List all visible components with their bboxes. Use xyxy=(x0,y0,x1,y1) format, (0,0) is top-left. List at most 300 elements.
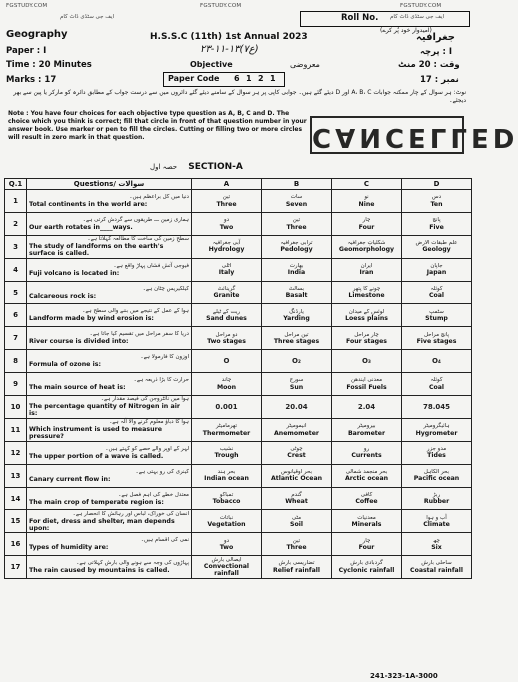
option-a-urdu: 0.001 xyxy=(215,402,238,411)
option-d xyxy=(402,418,472,441)
option-b xyxy=(262,556,332,579)
question-english: The main source of heat is: xyxy=(29,384,126,392)
option-a-urdu: نباتات xyxy=(219,514,234,521)
option-b-english: Anemometer xyxy=(274,429,319,437)
watermark-top-left: FGSTUDY.COM xyxy=(6,3,48,9)
option-b-english: Seven xyxy=(285,200,308,208)
option-d xyxy=(402,441,472,464)
option-b xyxy=(262,190,332,213)
footer-code: 241-323-1A-3000 xyxy=(370,672,438,680)
paper-label: Paper : I xyxy=(6,46,47,56)
option-b-urdu: O₂ xyxy=(291,356,302,365)
option-c-english: Geomorphology xyxy=(338,246,395,254)
question-cell xyxy=(27,190,192,213)
option-d xyxy=(402,190,472,213)
question-row xyxy=(5,190,472,213)
header-qno: Q.1 xyxy=(5,179,27,190)
question-number: 17 xyxy=(5,556,27,579)
option-a-urdu: بحر ہند xyxy=(217,468,236,475)
option-a-urdu: ایصالی بارش xyxy=(211,556,242,563)
option-c-urdu: چار مراحل xyxy=(354,331,379,338)
option-b-urdu: تین xyxy=(292,537,301,544)
question-english: Formula of ozone is: xyxy=(29,361,102,369)
option-c xyxy=(332,235,402,258)
question-cell xyxy=(27,396,192,419)
option-c-urdu: معدنیات xyxy=(357,514,376,521)
question-cell xyxy=(27,418,192,441)
option-a-english: Two stages xyxy=(207,338,246,346)
question-urdu: کیلکیریس چٹان ہے۔ xyxy=(142,285,189,292)
option-c-urdu: چونے کا پتھر xyxy=(352,285,381,292)
option-c-urdu: شکلیاتِ جغرافیہ xyxy=(347,239,386,246)
question-number: 9 xyxy=(5,373,27,396)
option-b xyxy=(262,396,332,419)
option-a xyxy=(192,212,262,235)
option-a-english: Sand dunes xyxy=(206,315,247,323)
question-number: 8 xyxy=(5,350,27,373)
option-c xyxy=(332,396,402,419)
option-a-urdu: گرینائٹ xyxy=(217,285,236,292)
question-urdu: نمی کی اقسام ہیں۔ xyxy=(140,537,189,544)
option-c-urdu: کافی xyxy=(360,491,373,498)
option-c xyxy=(332,441,402,464)
option-a-urdu: ریت کے ٹیلے xyxy=(212,308,241,315)
option-d-urdu: چھ xyxy=(433,537,440,544)
option-c-urdu: بیرومیٹر xyxy=(357,423,376,430)
question-english: The percentage quantity of Nitrogen in air is: xyxy=(29,403,180,418)
option-b-urdu: بسالٹ xyxy=(288,285,305,292)
marks-urdu: نمبر : 17 xyxy=(420,75,459,85)
option-c xyxy=(332,418,402,441)
question-english: Calcareous rock is: xyxy=(29,292,97,300)
option-c xyxy=(332,327,402,350)
option-c-english: Coffee xyxy=(355,498,378,506)
option-c-urdu: O₃ xyxy=(361,356,372,365)
watermark-urdu-2: ایف جی سٹڈی ڈاٹ کام xyxy=(390,14,445,20)
option-c-english: Currents xyxy=(351,452,382,460)
option-b-urdu: بحر اوقیانوس xyxy=(280,468,313,475)
question-cell xyxy=(27,258,192,281)
question-number: 14 xyxy=(5,487,27,510)
header-questions: Questions/ سوالات xyxy=(27,179,192,190)
option-b-english: Relief rainfall xyxy=(272,566,321,574)
paper-code-digit: 1 xyxy=(246,74,252,83)
option-d-urdu: آب و ہوا xyxy=(426,514,447,521)
option-c xyxy=(332,281,402,304)
header-option-b: B xyxy=(262,179,332,190)
option-a-urdu: اٹلی xyxy=(221,262,232,269)
instructions-urdu: نوٹ: ہر سوال کے چار ممکنہ جوابات A، B، C اور D دیئے گئے ہیں۔ جوابی کاپی پر ہر سوال کے سامنے دیئے گئے دائروں میں سے درست جواب کے مطابق دائرہ کو مارکر یا پین سے بھر دیجئے۔ xyxy=(13,89,466,104)
option-c xyxy=(332,556,402,579)
question-english: Our earth rotates in____ways. xyxy=(29,223,133,231)
question-row xyxy=(5,235,472,258)
option-d-english: Stump xyxy=(425,315,448,323)
question-urdu: ہوا میں نائٹروجن کی فیصد مقدار ہے۔ xyxy=(100,396,189,403)
option-c-urdu: معدنی ایندھن xyxy=(350,377,383,384)
question-english: For diet, dress and shelter, man depends upon: xyxy=(29,517,175,532)
option-d xyxy=(402,350,472,373)
question-urdu: فیوجی آتش فشاں پہاڑ واقع ہے۔ xyxy=(113,262,189,269)
option-a-english: Thermometer xyxy=(202,429,251,437)
instructions-english: Note : You have four choices for each objective type question as A, B, C and D. The choice which you think is correct; fill that circle in front of that question number in your answer book. Use marker or pen to fill the circles. Cutting or filling two or more circles will result in zero mark in that question. xyxy=(8,110,307,141)
header-option-a: A xyxy=(192,179,262,190)
option-c-urdu: لوئس کے میدان xyxy=(348,308,385,315)
question-row xyxy=(5,464,472,487)
cancelled-stamp: CANCELLED xyxy=(310,116,464,154)
question-english: Canary current flow in: xyxy=(29,475,111,483)
question-english: The study of landforms on the earth's surface is called. xyxy=(29,243,164,258)
option-b xyxy=(262,350,332,373)
option-c-english: Arctic ocean xyxy=(344,475,389,483)
option-d-urdu: 78.045 xyxy=(422,402,450,411)
option-a xyxy=(192,281,262,304)
option-b xyxy=(262,441,332,464)
question-urdu: معتدل خطے کی اہم فصل ہے۔ xyxy=(118,491,189,498)
option-d-urdu: ہائیگرومیٹر xyxy=(423,423,450,430)
option-b xyxy=(262,258,332,281)
roll-number-label: Roll No. xyxy=(341,13,379,23)
question-english: Fuji volcano is located in: xyxy=(29,269,120,277)
question-number: 10 xyxy=(5,396,27,419)
option-a-urdu: تین xyxy=(222,194,231,201)
option-a-english: Two xyxy=(219,544,234,552)
question-cell xyxy=(27,350,192,373)
option-a xyxy=(192,418,262,441)
question-cell xyxy=(27,487,192,510)
option-b-english: Soil xyxy=(290,521,303,529)
option-b-urdu: بھارت xyxy=(289,262,304,269)
question-urdu: پہاڑوں کی وجہ سے ہونے والی بارش کہلاتی ہے۔ xyxy=(76,560,189,567)
candidate-fill-note: (امیدوار خود پُر کرے) xyxy=(380,27,432,34)
question-cell xyxy=(27,212,192,235)
section-label-english: SECTION-A xyxy=(188,162,243,172)
option-a-english: Indian ocean xyxy=(204,475,249,483)
option-d xyxy=(402,396,472,419)
question-english: The rain caused by mountains is called. xyxy=(29,567,170,575)
option-d xyxy=(402,556,472,579)
question-row xyxy=(5,258,472,281)
question-cell xyxy=(27,373,192,396)
option-b-urdu: ترابی جغرافیہ xyxy=(280,239,313,246)
option-b-urdu: چوٹی xyxy=(290,445,303,452)
option-c-english: Limestone xyxy=(348,292,385,300)
option-c-urdu: رو xyxy=(363,445,370,452)
question-row xyxy=(5,350,472,373)
option-d-english: Pacific ocean xyxy=(413,475,460,483)
option-b xyxy=(262,235,332,258)
option-b-urdu: 20.04 xyxy=(285,402,308,411)
question-row xyxy=(5,281,472,304)
question-urdu: لہر کے اوپر والے حصے کو کہتے ہیں۔ xyxy=(105,445,189,452)
question-urdu: دنیا میں کل براعظم ہیں۔ xyxy=(129,193,189,200)
option-c-english: Loess plains xyxy=(345,315,388,323)
option-a xyxy=(192,304,262,327)
option-d-english: Tides xyxy=(427,452,446,460)
option-d-urdu: دس xyxy=(431,194,442,201)
option-d-urdu: سٹمپ xyxy=(429,308,444,315)
option-d xyxy=(402,464,472,487)
option-a xyxy=(192,510,262,533)
option-b xyxy=(262,212,332,235)
question-urdu: ہوا کا دباؤ معلوم کرنے والا آلہ ہے۔ xyxy=(109,419,189,426)
option-c xyxy=(332,212,402,235)
question-english: Which instrument is used to measure pressure? xyxy=(29,426,163,441)
questions-table xyxy=(4,178,472,579)
option-d-english: Hygrometer xyxy=(415,429,458,437)
option-d xyxy=(402,533,472,556)
paper-code-digit: 6 xyxy=(234,74,240,83)
question-number: 3 xyxy=(5,235,27,258)
option-d-urdu: پانچ مراحل xyxy=(423,331,450,338)
option-c-urdu: چار xyxy=(362,217,371,224)
question-number: 4 xyxy=(5,258,27,281)
question-row xyxy=(5,510,472,533)
paper-code-digit: 1 xyxy=(270,74,276,83)
option-d-urdu: کوئلہ xyxy=(430,285,443,292)
option-c-urdu: گردبادی بارش xyxy=(350,560,383,567)
option-b-urdu: تضاریسی بارش xyxy=(278,560,315,567)
option-a-urdu: نشیب xyxy=(219,445,234,452)
option-b-urdu: تین xyxy=(292,217,301,224)
option-b xyxy=(262,487,332,510)
option-d xyxy=(402,373,472,396)
question-cell xyxy=(27,464,192,487)
section-label xyxy=(150,162,243,172)
question-english: The main crop of temperate region is: xyxy=(29,498,164,506)
option-c-english: Four xyxy=(358,544,375,552)
option-b-urdu: انیمومیٹر xyxy=(286,423,307,430)
option-d xyxy=(402,212,472,235)
time-urdu: وقت : 20 منٹ xyxy=(398,60,460,70)
option-a xyxy=(192,190,262,213)
option-a-english: Convectional rainfall xyxy=(203,563,250,578)
option-a-english: Hydrology xyxy=(208,246,245,254)
option-d xyxy=(402,281,472,304)
option-d xyxy=(402,304,472,327)
watermark-top-right: FGSTUDY.COM xyxy=(400,3,442,9)
option-d-english: Rubber xyxy=(423,498,450,506)
marks-label: Marks : 17 xyxy=(6,75,57,85)
option-a-urdu: دو xyxy=(223,217,230,224)
roll-number-box xyxy=(300,11,470,27)
question-number: 7 xyxy=(5,327,27,350)
option-c xyxy=(332,464,402,487)
option-a xyxy=(192,396,262,419)
question-row xyxy=(5,396,472,419)
option-c xyxy=(332,258,402,281)
option-c-english: Four xyxy=(358,223,375,231)
option-a-english: Granite xyxy=(213,292,240,300)
option-d xyxy=(402,327,472,350)
question-number: 13 xyxy=(5,464,27,487)
option-d-english: Japan xyxy=(426,269,447,277)
option-a-english: Trough xyxy=(214,452,239,460)
question-number: 6 xyxy=(5,304,27,327)
paper-code-box xyxy=(163,72,285,87)
option-d-urdu: جاپان xyxy=(430,262,443,269)
question-number: 15 xyxy=(5,510,27,533)
option-a-urdu: آبی جغرافیہ xyxy=(212,239,241,246)
option-d xyxy=(402,258,472,281)
option-c-english: Barometer xyxy=(347,429,386,437)
option-a-urdu: تمباکو xyxy=(219,491,234,498)
option-c-english: Fossil Fuels xyxy=(346,383,387,391)
option-b xyxy=(262,373,332,396)
option-c xyxy=(332,533,402,556)
option-d-urdu: ربڑ xyxy=(432,491,441,498)
option-b-urdu: یارڈنگ xyxy=(289,308,304,315)
exam-title: H.S.S.C (11th) 1st Annual 2023 xyxy=(150,32,308,42)
option-d-english: Ten xyxy=(430,200,443,208)
option-a xyxy=(192,350,262,373)
option-b-urdu: سورج xyxy=(289,377,304,384)
option-c xyxy=(332,350,402,373)
option-c xyxy=(332,510,402,533)
option-a xyxy=(192,235,262,258)
watermark-top-mid: FGSTUDY.COM xyxy=(200,3,242,9)
option-b-english: Three stages xyxy=(273,338,320,346)
option-b xyxy=(262,304,332,327)
section-label-urdu: حصہ اول xyxy=(150,163,178,171)
option-b-english: Pedology xyxy=(280,246,313,254)
option-c-english: Cyclonic rainfall xyxy=(338,566,395,574)
question-urdu: دریا کا سفر مراحل میں تقسیم کیا جاتا ہے۔ xyxy=(89,331,189,338)
question-cell xyxy=(27,304,192,327)
option-a xyxy=(192,464,262,487)
option-b-english: Crest xyxy=(287,452,306,460)
question-urdu: سطحِ زمین کی ساخت کا مطالعہ کہلاتا ہے۔ xyxy=(87,236,189,243)
option-b-urdu: گندم xyxy=(291,491,302,498)
question-row xyxy=(5,487,472,510)
option-c-urdu: ایران xyxy=(360,262,373,269)
option-b xyxy=(262,281,332,304)
option-a-english: Italy xyxy=(218,269,235,277)
option-a-english: Tobacco xyxy=(212,498,241,506)
question-cell xyxy=(27,235,192,258)
option-d-urdu: ساحلی بارش xyxy=(421,560,452,567)
question-number: 11 xyxy=(5,418,27,441)
option-d-english: Five xyxy=(429,223,444,231)
option-c-urdu: چار xyxy=(362,537,371,544)
subject-urdu: جغرافیہ xyxy=(416,32,455,43)
option-d-english: Coal xyxy=(428,383,445,391)
question-number: 12 xyxy=(5,441,27,464)
option-b-english: Three xyxy=(286,223,307,231)
watermark-urdu-1: ایف جی سٹڈی ڈاٹ کام xyxy=(60,14,115,20)
question-urdu: ہوا کے عمل کے نتیجے میں بننے والی سطح ہے۔ xyxy=(82,308,189,315)
option-d-english: Climate xyxy=(423,521,450,529)
question-cell xyxy=(27,281,192,304)
option-c-urdu: نو xyxy=(364,194,369,201)
option-d-urdu: پانچ xyxy=(432,217,441,224)
option-a-urdu: تھرمامیٹر xyxy=(215,423,238,430)
option-a xyxy=(192,487,262,510)
question-urdu: اوزون کا فارمولا ہے۔ xyxy=(140,354,189,361)
question-cell xyxy=(27,533,192,556)
option-d-english: Coal xyxy=(428,292,445,300)
option-b xyxy=(262,464,332,487)
option-d-english: Six xyxy=(431,544,442,552)
option-a xyxy=(192,327,262,350)
option-d-english: Coastal rainfall xyxy=(410,566,463,574)
option-b-urdu: تین مراحل xyxy=(284,331,309,338)
option-a-english: Three xyxy=(216,200,237,208)
question-row xyxy=(5,373,472,396)
question-english: Total continents in the world are: xyxy=(29,200,148,208)
question-urdu: حرارت کا بڑا ذریعہ ہے۔ xyxy=(133,377,189,384)
option-a-english: Two xyxy=(219,223,234,231)
question-urdu: انسان کی خوراک، لباس اور رہائش کا انحصار ہے۔ xyxy=(72,510,189,517)
question-row xyxy=(5,441,472,464)
question-number: 2 xyxy=(5,212,27,235)
questions-body xyxy=(5,190,472,579)
option-a-urdu: چاند xyxy=(221,377,232,384)
option-b-english: Wheat xyxy=(285,498,308,506)
option-b xyxy=(262,418,332,441)
subject-english: Geography xyxy=(6,29,68,40)
option-d-urdu: بحر الکاہل xyxy=(423,468,450,475)
option-a xyxy=(192,556,262,579)
option-d-english: Five stages xyxy=(416,338,457,346)
option-a-english: Vegetation xyxy=(207,521,246,529)
option-b-english: Sun xyxy=(289,383,304,391)
question-row xyxy=(5,533,472,556)
option-c-english: Iran xyxy=(359,269,374,277)
paper-urdu: پرچہ : I xyxy=(420,47,453,57)
option-d-urdu: مدو جزر xyxy=(426,445,447,452)
question-cell xyxy=(27,441,192,464)
option-d xyxy=(402,487,472,510)
option-a xyxy=(192,441,262,464)
time-label: Time : 20 Minutes xyxy=(6,60,92,70)
question-number: 1 xyxy=(5,190,27,213)
option-c-english: Nine xyxy=(358,200,375,208)
option-d-urdu: O₄ xyxy=(431,356,442,365)
question-cell xyxy=(27,510,192,533)
question-english: Landform made by wind erosion is: xyxy=(29,315,154,323)
option-b-urdu: سات xyxy=(290,194,303,201)
option-b-english: Atlantic Ocean xyxy=(270,475,323,483)
option-d-urdu: کوئلہ xyxy=(430,377,443,384)
question-row xyxy=(5,556,472,579)
option-b-urdu: مٹی xyxy=(291,514,302,521)
objective-urdu: معروضی xyxy=(290,60,320,69)
option-d-urdu: علم طبقات الارض xyxy=(415,239,458,246)
objective-label: Objective xyxy=(190,60,233,69)
header-option-d: D xyxy=(402,179,472,190)
question-urdu: ہماری زمین ـــ طریقوں سے گردش کرتی ہے۔ xyxy=(82,216,189,223)
option-d xyxy=(402,510,472,533)
option-d xyxy=(402,235,472,258)
option-c-urdu: 2.04 xyxy=(357,402,376,411)
question-row xyxy=(5,212,472,235)
question-cell xyxy=(27,327,192,350)
question-row xyxy=(5,418,472,441)
paper-code-digit: 2 xyxy=(258,74,264,83)
option-a-urdu: دو xyxy=(223,537,230,544)
option-a xyxy=(192,258,262,281)
option-b-english: Yarding xyxy=(283,315,310,323)
question-row xyxy=(5,304,472,327)
question-number: 16 xyxy=(5,533,27,556)
option-a-urdu: دو مراحل xyxy=(215,331,238,338)
option-b-english: Basalt xyxy=(285,292,308,300)
option-c xyxy=(332,373,402,396)
option-c-urdu: بحر منجمد شمالی xyxy=(345,468,388,475)
option-a-english: Moon xyxy=(216,383,237,391)
header-option-c: C xyxy=(332,179,402,190)
option-b-english: Three xyxy=(286,544,307,552)
